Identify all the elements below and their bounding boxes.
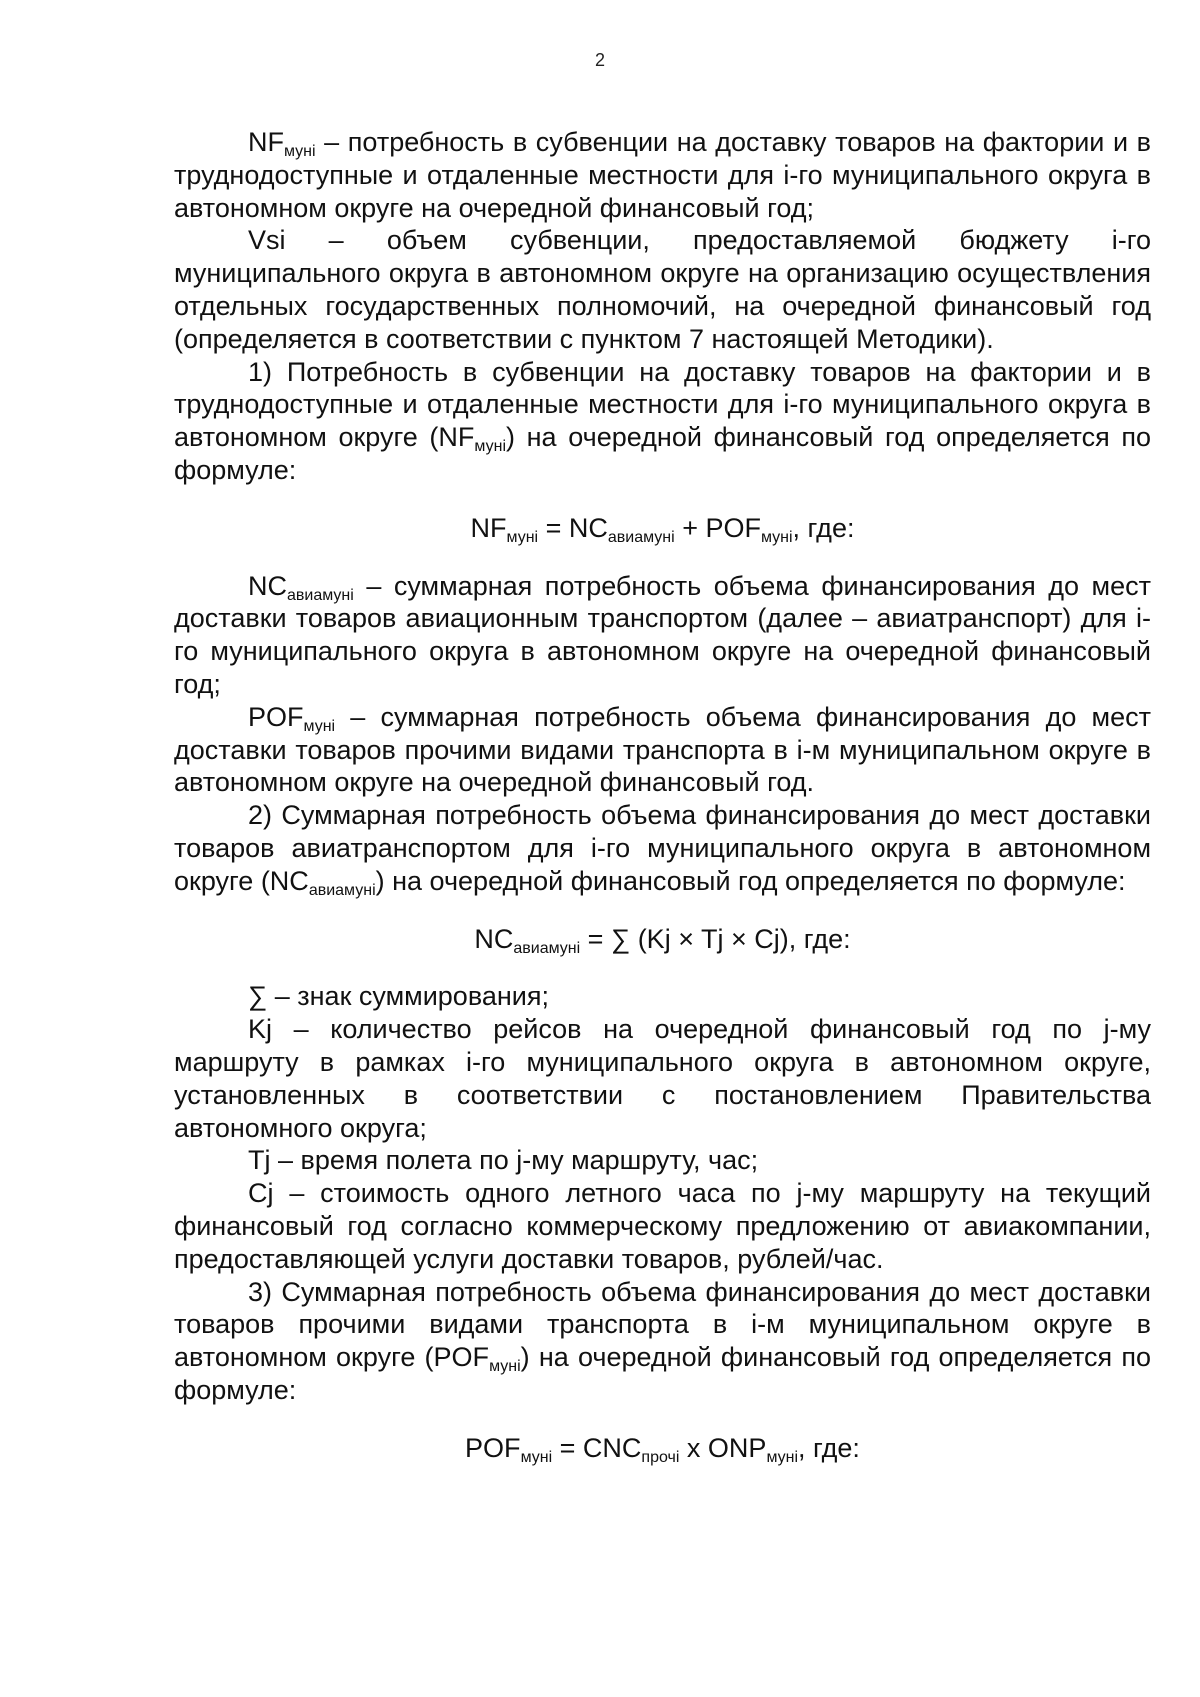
paragraph-item-3: 3) Суммарная потребность объема финансирования до мест доставки товаров прочими видами транспорта в i-м муниципальном округе в автономном округе $(POF_{муні})$ на очередной финансовый год определяется по формуле: <box>174 1276 1151 1405</box>
paragraph-nf-definition: $NF_{муні}$ – потребность в субвенции на доставку товаров на фактории и в труднодоступные и отдаленные местности для i-го муниципального округа в автономном округе на очередной финансовый год; <box>174 127 1151 223</box>
formula-pof: $POF_{муні} = CNC_{прочі}$ x $ONP_{муні}$, где: <box>465 1432 860 1466</box>
paragraph-item-2: 2) Суммарная потребность объема финансирования до мест доставки товаров авиатранспортом для i-го муниципального округа в автономном округе $(NC_{авиамуні})$ на очередной финансовый год определяется по формуле: <box>174 800 1151 899</box>
paragraph-item-1: 1) Потребность в субвенции на доставку товаров на фактории и в труднодоступные и отдаленные местности для i-го муниципального округа в автономном округе $(NF_{муні})$ на очередной финансовый год определяется по формуле: <box>174 356 1151 485</box>
formula-nc: $NC_{авиамуні}$ = ∑ (Kj × Tj × Cj), где: <box>474 923 851 957</box>
document-body <box>174 126 1151 1464</box>
paragraph-sum-sign: ∑ – знак суммирования; <box>248 981 549 1012</box>
paragraph-nc-definition: $NC_{авиамуні}$ – суммарная потребность объема финансирования до мест доставки товаров авиационным транспортом (далее – авиатранспорт) для i-го муниципального округа в автономном округе на очередной финансовый год; <box>174 570 1151 699</box>
formula-nf: $NF_{муні} = NC_{авиамуні} + POF_{муні}$, где: <box>470 512 855 546</box>
paragraph-kj-definition: Kj – количество рейсов на очередной финансовый год по j-му маршруту в рамках i-го муниципального округа в автономном округе, установленных в соответствии с постановлением Правительства автономного округа; <box>174 1014 1151 1143</box>
page-number: 2 <box>594 50 605 70</box>
paragraph-vsi-definition: Vsi – объем субвенции, предоставляемой бюджету i-го муниципального округа в автономном округе на организацию осуществления отдельных государственных полномочий, на очередной финансовый год (определяется в соответствии с пунктом 7 настоящей Методики). <box>174 225 1151 354</box>
paragraph-cj-definition: Cj – стоимость одного летного часа по j-му маршруту на текущий финансовый год согласно коммерческому предложению от авиакомпании, предоставляющей услуги доставки товаров, рублей/час. <box>174 1178 1151 1274</box>
paragraph-tj-definition: Tj – время полета по j-му маршруту, час; <box>248 1145 759 1176</box>
paragraph-pof-definition: $POF_{муні}$ – суммарная потребность объема финансирования до мест доставки товаров прочими видами транспорта в i-м муниципальном округе в автономном округе на очередной финансовый год. <box>174 701 1151 798</box>
